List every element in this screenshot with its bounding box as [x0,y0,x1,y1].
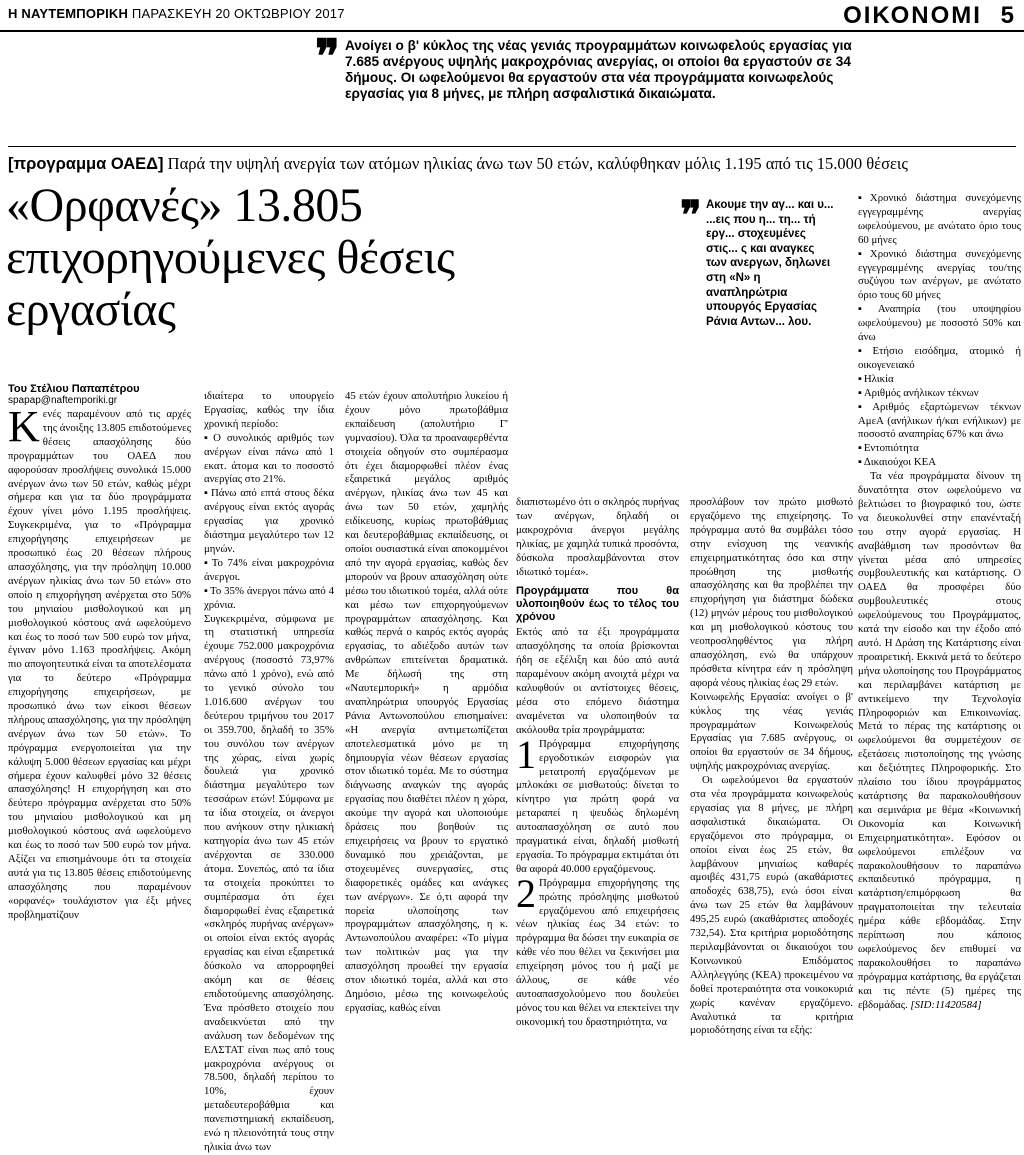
page-number: 5 [1000,2,1016,29]
article-column-2 [204,390,335,1153]
top-quote [315,30,860,102]
kicker [8,154,1018,174]
kicker-text: Παρά την υψηλή ανεργία των ατόμων ηλικίας άνω των 50 ετών, καλύφθηκαν μόλις 1.195 από τις 15.000 θέσεις [167,154,908,173]
program-item-1: Πρόγραμμα επιχορήγησης εργοδοτικών εισφορών για μετατροπή εργαζόμενων με μπλοκάκι σε μισθωτούς: δίνεται το κίνητρο για πρώτη φορά να μεταραπεί η ψευδώς δηλωμένη αυτοαπασχόληση σε αυτό που πραγματικά είναι, δηλαδή μισθωτή εργασία. Το πρόγραμμα εκτιμάται ότι θα αφορά 40.000 εργαζόμενους. [516,737,679,875]
masthead-info [8,6,345,21]
stats-list-item: ▪ Το 35% άνεργοι πάνω από 4 χρόνια. [204,585,334,613]
pull-quote [680,194,836,329]
criteria-list-item: ▪ Αριθμός εξαρτώμενων τέκνων ΑμεΑ (ανήλικων ή/και ενήλικων) με ποσοστό αναπηρίας 67% και άνω [858,401,1021,443]
criteria-list-item: ▪ Εντοπιότητα [858,442,1021,456]
article-column-3 [345,390,508,1014]
top-quote-text: Ανοίγει ο β' κύκλος της νέας γενιάς προγραμμάτων κοινωφελούς εργασίας για 7.685 ανέργους υψηλής μακροχρόνιας ανεργίας, οι οποίοι θα εργαστούν σε 34 δήμους. Οι ωφελούμενοι θα εργαστούν στα νέα προγράμματα κοινωφελούς εργασίας για 8 μήνες, με πλήρη ασφαλιστικά δικαιώματα. [345,38,852,101]
column-5-text: προσλάβουν τον πρώτο μισθωτό εργαζόμενο της επιχείρησης. Το πρόγραμμα αυτό θα συμβάλει τόσο στην ενίσχυση της νεανικής επιχειρηματικότητας όσο και στην προώθηση της μισθωτής απασχόλησης και θα προβλέπει την επιχορήγηση για διάστημα δώδεκα (12) μηνών μέρους του μισθολογικού και μη μισθολογικού κόστους του νεοπροσληφθέντος για πλήρη απασχόληση, ενώ θα υπάρχουν πρόσθετα κίνητρα εάν η πρόσληψη αφορά νέους ηλικίας έως 29 ετών. [690,496,853,689]
author-email: spapap@naftemporiki.gr [8,395,118,406]
program-item-3: Κοινωφελής Εργασία: ανοίγει ο β' κύκλος της νέας γενιάς προγραμμάτων Κοινωφελούς Εργασίας για 7.685 ανέργους, οι οποίοι θα εργαστούν σε 34 δήμους, υψηλής μακροχρόνιας ανεργίας. [690,690,853,773]
section-subhead: Προγράμματα που θα υλοποιηθούν έως το τέλος του χρόνου [516,585,679,624]
pull-quote-text: Ακουμε την αγ... και υ... ...εις που η... τη... τή εργ... στοχευμένες στις... ς και αναγκες των ανεργων, δηλωνει στη «Ν» η αναπληρώτρια υπουργός Εργασίας Ράνια Αντων... λου. [706,199,834,328]
criteria-list-item: ▪ Χρονικό διάστημα συνεχόμενης εγγεγραμμένης ανεργίας του/της συζύγου των ανέργων, με ανώτατο όριο τους 60 μήνες [858,248,1021,304]
quote-mark-icon: ❞ [680,194,702,238]
column-4-text: διαπιστωμένο ότι ο σκληρός πυρήνας των ανέργων, δηλαδή οι μακροχρόνια άνεργοι μεγάλης ηλικίας, με χαμηλά τυπικά προσόντα, δύσκολα προσλαμβάνονται στον ιδιωτικό τομέα». [516,496,679,578]
column-2-intro: ιδιαίτερα το υπουργείο Εργασίας, καθώς την ίδια χρονική περίοδο: [204,390,334,430]
criteria-list-item: ▪ Χρονικό διάστημα συνεχόμενης εγγεγραμμένης ανεργίας ωφελούμενου, με ανώτατο όριο τους 60 μήνες [858,192,1021,248]
stats-list [204,432,334,613]
story-id: [SID:11420584] [910,998,982,1011]
column-2-text: Συγκεκριμένα, σύμφωνα με τη στατιστική υπηρεσία έχουμε 752.000 μακροχρόνια ανέργους (ποσοστό 73,97% πάνω από 1 χρόνο), ενώ από το γενικό σύνολο του 1.016.600 ανέργων του δεύτερου τριμήνου του 2017 οι 359.700, δηλαδή το 35% του συνόλου των ανέργων της χώρας, είναι χωρίς δουλειά για χρονικό διάστημα μεγαλύτερο των τεσσάρων ετών! Σύμφωνα με τα ίδια στοιχεία, οι άνεργοι που ανήκουν στην ηλικιακή κατηγορία άνω των 45 ετών ανέρχονται σε 330.000 άτομα. Συνεπώς, από τα ίδια τα στοιχεία προκύπτει το συμπέρασμα ότι έχει διαμορφωθεί ένας εξαιρετικά «σκληρός πυρήνας ανέργων» οι οποίοι είναι εκτός αγοράς εργασίας και είναι εξαιρετικά δύσκολο να απορροφηθεί ακόμη και σε θέσεις επιδοτούμενης απασχόλησης. Ένα πρόσθετο στοιχείο που αναδεικνύεται από την ανάλυση των δεδομένων της ΕΛΣΤΑΤ είναι πως από τους μακροχρόνια ανέργους οι 78.500, δηλαδή περίπου το 10%, έχουν μεταδευτεροβάθμια και πανεπιστημιακή εκπαίδευση, ενώ η πλειονότητά τους στην ηλικία άνω των [204,612,334,1153]
quote-mark-icon: ❞ [315,30,340,82]
publication-name: Η ΝΑΥΤΕΜΠΟΡΙΚΗ [8,6,129,21]
criteria-list-item: ▪ Αναπηρία (του υποψηφίου ωφελούμενου) με ποσοστό 50% και άνω [858,303,1021,345]
issue-date: ΠΑΡΑΣΚΕΥΗ 20 ΟΚΤΩΒΡΙΟΥ 2017 [131,6,345,21]
item-number: 1 [516,731,536,777]
column-1-text: ενές παραμένουν από τις αρχές της άνοιξης 13.805 επιδοτούμενες θέσεις απασχόλησης δύο προγραμμάτων του ΟΑΕΔ που αφορούσαν προσλήψεις συνολικά 15.000 ανέργων άνω των 50 ετών, καθώς μέχρι σήμερα και για τα δύο προγράμματα έχουν γίνει μόνο 1.195 προσλήψεις. Συγκεκριμένα, για το «Πρόγραμμα επιχορήγησης επιχειρήσεων με προσωπικό έως 20 θέσεων πλήρους απασχόλησης, για την πρόσληψη 10.000 ανέργων ηλικίας άνω των 50 ετών» στο οποίο η επιχορήγηση ανέρχεται στο 50% του μηνιαίου μισθολογικού και μη μισθολογικού κόστους ανά ωφελούμενο και έως το ποσό των 500 ευρώ τον μήνα, έγιναν μόνο 1.163 προσλήψεις. Ακόμη πιο απογοητευτικά είναι τα αποτελέσματα για το δεύτερο «Πρόγραμμα επιχορήγησης επιχειρήσεων, με προσωπικό άνω των είκοσι θέσεων πλήρους απασχόλησης, για την πρόσληψη ανέργων άνω των 50 ετών». Το πρόγραμμα ενεργοποιείται για την κάλυψη 5.000 θέσεων εργασίας και μέχρι σήμερα έχουν καλυφθεί μόνο 32 θέσεις απασχόλησης! Η επιχορήγηση και στο δεύτερο πρόγραμμα ανέρχεται στο 50% του μηνιαίου μισθολογικού και μη μισθολογικού κόστους ανά ωφελούμενο και έως το ποσό των 500 ευρώ τον μήνα. Αξίζει να επισημάνουμε ότι τα στοιχεία αυτά για τις 13.805 θέσεις επιδοτούμενης απασχόλησης που παραμένουν «ορφανές» τουλάχιστον για έξι μήνες προβληματίζουν [8,408,191,921]
criteria-list-item: ▪ Ηλικία [858,373,1021,387]
article-column-6 [858,192,1021,1010]
section-label [843,2,1016,30]
criteria-list-item: ▪ Δικαιούχοι ΚΕΑ [858,456,1021,470]
article-column-4 [516,496,679,1028]
criteria-list [858,192,1021,470]
article-column-5 [690,496,853,1037]
program-item-2: Πρόγραμμα επιχορήγησης της πρώτης πρόσληψης μισθωτού εργαζόμενου από επιχειρήσεις νέων ηλικίας έως 34 ετών: το πρόγραμμα θα δώσει την ευκαιρία σε κάθε νέο που θέλει να ξεκινήσει μια επιχείρηση μόνος του ή μαζί με άλλους, σε κάθε νέο αυτοαπασχολούμενο που δουλεύει μόνος του και θέλει να επεκτείνει την οικονομική του δραστηριότητα, να [516,876,679,1028]
stats-list-item: ▪ Το 74% είναι μακροχρόνια άνεργοι. [204,557,334,585]
author-name: Του Στέλιου Παπαπέτρου [8,383,140,395]
divider [8,146,1016,147]
column-5-text-2: Οι ωφελούμενοι θα εργαστούν στα νέα προγράμματα κοινωφελούς εργασίας για 8 μήνες, με πλήρη ασφαλιστικά δικαιώματα. Οι εργαζόμενοι στο πρόγραμμα, οι οποίοι είναι έως 25 ετών, θα λαμβάνουν μηνιαίως καθαρές αμοιβές 431,75 ευρώ (ακαθάριστες αποδοχές 638,75), ενώ όσοι είναι άνω των 25 ετών θα λαμβάνουν 495,25 ευρώ (ακαθάριστες αποδοχές 732,54). Στα κριτήρια μοριοδότησης περιλαμβάνονται οι δικαιούχοι του Κοινωνικού Επιδόματος Αλληλεγγύης (ΚΕΑ) προκειμένου να δοθεί προτεραιότητα στα νοικοκυριά χωρίς κανέναν εργαζόμενο. Αναλυτικά τα κριτήρια μοριοδότησης είναι τα εξής: [690,774,853,1037]
item-number: 2 [516,870,536,916]
stats-list-item: ▪ Πάνω από επτά στους δέκα ανέργους είναι εκτός αγοράς εργασίας για χρονικό διάστημα μεγαλύτερο των 12 μηνών. [204,487,334,557]
column-4-text-2: Εκτός από τα έξι προγράμματα απασχόλησης τα οποία βρίσκονται ήδη σε εξέλιξη και δύο από αυτά παραμένουν ακόμη ανοιχτά μέχρι να καλυφθούν οι αντίστοιχες θέσεις, μέσα στο επόμενο διάστημα αναμένεται να υλοποιηθούν τα ακόλουθα τρία προγράμματα: [516,626,679,736]
section-name: ΟΙΚΟΝΟΜΙ [843,2,982,29]
kicker-tag: [προγραμμα ΟΑΕΔ] [8,155,164,173]
headline: «Ορφανές» 13.805 επιχορηγούμενες θέσεις εργασίας [6,179,455,336]
column-6-text: Τα νέα προγράμματα δίνουν τη δυνατότητα στον ωφελούμενο να βελτιώσει το βιογραφικό του, ώστε να διευκολυνθεί στην επανένταξή του στην αγορά εργασίας. Η αναβάθμιση των προσόντων θα γίνεται μέσα από υπηρεσίες συμβουλευτικής και κατάρτισης. Ο ΟΑΕΔ θα προσφέρει δύο συμβουλευτικές στους ωφελούμενους του Προγράμματος, κατά την είσοδο και την έξοδο από αυτό. Η Δράση της Κατάρτισης είναι προαιρετική. Εκκινά μετά το δεύτερο μήνα υλοποίησης του Προγράμματος και περιλαμβάνει κατάρτιση με αντικείμενο την Τεχνολογία Πληροφοριών και Επικοινωνίας. Μετά το πέρας της κατάρτισης οι ωφελούμενοι θα συμμετέχουν σε εξετάσεις πιστοποίησης της γνώσης και δεξιότητες Πληροφορικής. Στο πλαίσιο του ίδιου προγράμματος κατάρτισης θα παρακολουθήσουν και σεμινάρια με θέμα «Κοινωνική Οικονομία και Κοινωνική Επιχειρηματικότητα». Εφόσον οι ωφελούμενοι επιλέξουν να παρακολουθήσουν το παραπάνω εκπαιδευτικό πρόγραμμα, η κατάρτιση/επιμόρφωση θα πραγματοποιείται την τελευταία ημέρα κάθε εβδομάδας. Στην περίπτωση που κάποιος ωφελούμενος δεν επιθυμεί να παρακολουθήσει το παραπάνω πρόγραμμα κατάρτισης, θα εργάζεται και τις πέντε (5) ημέρες της εβδομάδας. [858,470,1021,1011]
drop-cap: Κ [8,402,40,451]
stats-list-item: ▪ Ο συνολικός αριθμός των ανέργων είναι πάνω από 1 εκατ. άτομα και το ποσοστό ανεργίας στο 21%. [204,432,334,488]
criteria-list-item: ▪ Ετήσιο εισόδημα, ατομικό ή οικογενειακό [858,345,1021,373]
column-3-text: 45 ετών έχουν απολυτήριο λυκείου ή έχουν μόνο πρωτοβάθμια εκπαίδευση (απολυτήριο Γ' γυμνασίου). Όλα τα προαναφερθέντα στοιχεία οδηγούν στο συμπέρασμα ότι έχει διαμορφωθεί πλέον ένας εξαιρετικά μεγάλος αριθμός ανέργων, ηλικίας άνω των 45 και άνω των 50 ετών, χαμηλής ειδίκευσης, κυρίως πρωτοβάθμιας και δευτεροβάθμιας εκπαίδευσης, οι οποίοι ουσιαστικά είναι αποκομμένοι από την αγορά εργασίας, καθώς δεν μπορούν να βρουν απασχόληση ούτε μέσω του ιδιωτικού τομέα, αλλά ούτε και μέσω των επιχορηγούμενων προγραμμάτων απασχόλησης. Και καθώς περνά ο καιρός εκτός αγοράς εργασίας, το αδιέξοδο αυτών των ανθρώπων επιτείνεται δραματικά. Με δήλωσή της στη «Ναυτεμπορική» η αρμόδια αναπληρώτρια υπουργός Εργασίας Ράνια Αντωνοπούλου επισημαίνει: «Η ανεργία αντιμετωπίζεται αποτελεσματικά μόνο με τη δημιουργία νέων θέσεων εργασίας στον ιδιωτικό τομέα. Με το σύστημα διάγνωσης αναγκών της αγοράς εργασίας που διαθέτει πλέον η χώρα, ακούμε την αγορά και υλοποιούμε δράσεις που βοηθούν τις επιχειρήσεις να βρουν το εργατικό δυναμικό που χρειάζονται, με στοχευμένες συνεργασίες, στις διαφορετικές ομάδες και ανάγκες των ανέργων». Σε ό,τι αφορά την πορεία υλοποίησης των προγραμμάτων απασχόλησης, η κ. Αντωνοπούλου αναφέρει: «Το μίγμα των πολιτικών μας για την απασχόληση προωθεί την εργασία στον ιδιωτικό τομέα, αλλά και στο Δημόσιο, μέσω της κοινωφελούς εργασίας, καθώς είναι [345,390,508,1014]
criteria-list-item: ▪ Αριθμός ανήλικων τέκνων [858,387,1021,401]
article-column-1 [8,402,191,1008]
masthead [0,0,1024,32]
